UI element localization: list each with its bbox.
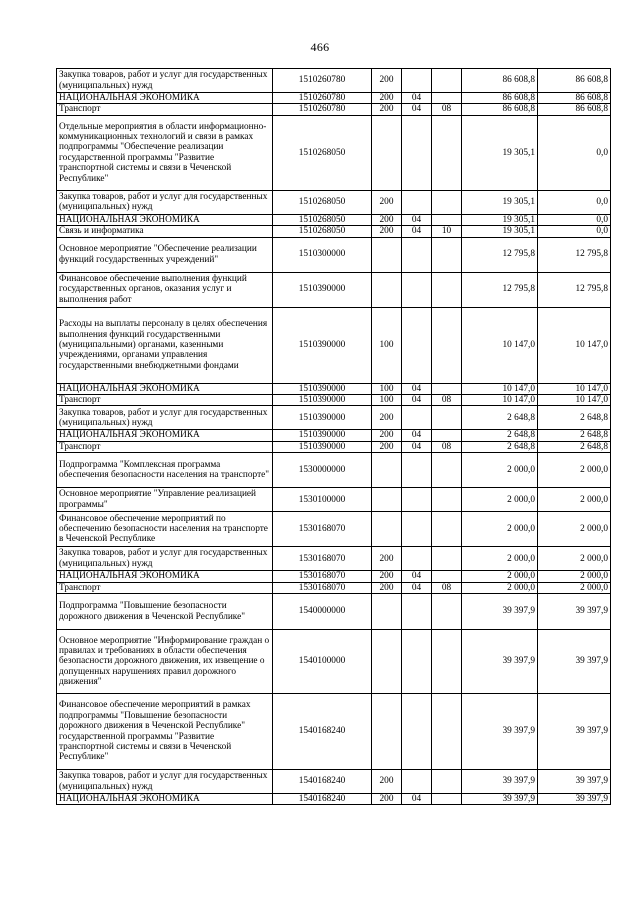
- row-name-cell: НАЦИОНАЛЬНАЯ ЭКОНОМИКА: [57, 383, 273, 394]
- amount-year2-cell: 86 608,8: [538, 93, 611, 104]
- section-cell: [402, 512, 432, 547]
- subsection-cell: [432, 512, 462, 547]
- amount-year1-cell: 19 305,1: [462, 226, 538, 237]
- section-cell: [402, 69, 432, 93]
- expense-type-cell: 100: [372, 383, 402, 394]
- expense-type-cell: 200: [372, 794, 402, 805]
- amount-year2-cell: 0,0: [538, 226, 611, 237]
- amount-year1-cell: 39 397,9: [462, 630, 538, 694]
- row-name-cell: Транспорт: [57, 395, 273, 406]
- amount-year2-cell: 86 608,8: [538, 69, 611, 93]
- amount-year2-cell: 39 397,9: [538, 770, 611, 794]
- target-code-cell: 1540100000: [273, 630, 372, 694]
- table-row: [57, 512, 611, 547]
- target-code-cell: 1530168070: [273, 582, 372, 593]
- amount-year2-cell: 86 608,8: [538, 104, 611, 115]
- section-cell: [402, 630, 432, 694]
- amount-year1-cell: 19 305,1: [462, 115, 538, 190]
- section-cell: 04: [402, 794, 432, 805]
- expense-type-cell: 200: [372, 214, 402, 225]
- subsection-cell: [432, 430, 462, 441]
- target-code-cell: 1510300000: [273, 237, 372, 272]
- row-name-cell: Транспорт: [57, 582, 273, 593]
- amount-year1-cell: 2 648,8: [462, 406, 538, 430]
- section-cell: [402, 547, 432, 571]
- subsection-cell: [432, 383, 462, 394]
- subsection-cell: [432, 770, 462, 794]
- table-row: [57, 226, 611, 237]
- expense-type-cell: [372, 453, 402, 488]
- expense-type-cell: [372, 594, 402, 630]
- amount-year2-cell: 2 648,8: [538, 441, 611, 452]
- expense-type-cell: 200: [372, 406, 402, 430]
- amount-year2-cell: 2 000,0: [538, 547, 611, 571]
- expense-type-cell: 100: [372, 395, 402, 406]
- expense-type-cell: [372, 488, 402, 512]
- subsection-cell: [432, 93, 462, 104]
- row-name-cell: Основное мероприятие "Обеспечение реализации функций государственных учреждений": [57, 237, 273, 272]
- table-row: [57, 594, 611, 630]
- row-name-cell: Основное мероприятие "Информирование граждан о правилах и требованиях в области обеспечения безопасности дорожного движения, их извещение о допущенных нарушениях правил дорожного движения": [57, 630, 273, 694]
- table-row: [57, 571, 611, 582]
- expense-type-cell: [372, 237, 402, 272]
- amount-year2-cell: 39 397,9: [538, 694, 611, 770]
- target-code-cell: 1510260780: [273, 104, 372, 115]
- subsection-cell: [432, 488, 462, 512]
- table-row: [57, 488, 611, 512]
- table-row: [57, 93, 611, 104]
- subsection-cell: [432, 406, 462, 430]
- row-name-cell: Финансовое обеспечение мероприятий по обеспечению безопасности населения на транспорте в Чеченской Республике: [57, 512, 273, 547]
- target-code-cell: 1530100000: [273, 488, 372, 512]
- expense-type-cell: 200: [372, 69, 402, 93]
- amount-year2-cell: 2 648,8: [538, 406, 611, 430]
- table-row: [57, 453, 611, 488]
- target-code-cell: 1510390000: [273, 430, 372, 441]
- amount-year1-cell: 10 147,0: [462, 383, 538, 394]
- subsection-cell: [432, 237, 462, 272]
- target-code-cell: 1510390000: [273, 272, 372, 307]
- subsection-cell: [432, 69, 462, 93]
- section-cell: [402, 594, 432, 630]
- amount-year2-cell: 0,0: [538, 214, 611, 225]
- amount-year2-cell: 2 000,0: [538, 582, 611, 593]
- amount-year1-cell: 2 648,8: [462, 430, 538, 441]
- table-row: [57, 770, 611, 794]
- amount-year2-cell: 10 147,0: [538, 307, 611, 383]
- section-cell: [402, 406, 432, 430]
- amount-year1-cell: 86 608,8: [462, 93, 538, 104]
- section-cell: [402, 307, 432, 383]
- section-cell: [402, 770, 432, 794]
- table-row: [57, 69, 611, 93]
- amount-year1-cell: 39 397,9: [462, 770, 538, 794]
- row-name-cell: Подпрограмма "Повышение безопасности дорожного движения в Чеченской Республике": [57, 594, 273, 630]
- subsection-cell: 08: [432, 582, 462, 593]
- table-row: [57, 630, 611, 694]
- amount-year1-cell: 2 648,8: [462, 441, 538, 452]
- target-code-cell: 1530168070: [273, 512, 372, 547]
- section-cell: [402, 488, 432, 512]
- row-name-cell: Транспорт: [57, 104, 273, 115]
- table-row: [57, 406, 611, 430]
- expense-type-cell: [372, 630, 402, 694]
- target-code-cell: 1540168240: [273, 694, 372, 770]
- amount-year1-cell: 2 000,0: [462, 453, 538, 488]
- row-name-cell: Связь и информатика: [57, 226, 273, 237]
- target-code-cell: 1530168070: [273, 547, 372, 571]
- section-cell: [402, 237, 432, 272]
- row-name-cell: НАЦИОНАЛЬНАЯ ЭКОНОМИКА: [57, 93, 273, 104]
- subsection-cell: 08: [432, 395, 462, 406]
- subsection-cell: [432, 214, 462, 225]
- table-row: [57, 441, 611, 452]
- expense-type-cell: 200: [372, 430, 402, 441]
- section-cell: [402, 272, 432, 307]
- table-row: [57, 794, 611, 805]
- expense-type-cell: [372, 512, 402, 547]
- table-row: [57, 104, 611, 115]
- target-code-cell: 1510260780: [273, 69, 372, 93]
- budget-table: [56, 68, 611, 805]
- amount-year2-cell: 39 397,9: [538, 594, 611, 630]
- expense-type-cell: [372, 272, 402, 307]
- section-cell: 04: [402, 383, 432, 394]
- amount-year1-cell: 10 147,0: [462, 307, 538, 383]
- amount-year2-cell: 2 648,8: [538, 430, 611, 441]
- row-name-cell: Финансовое обеспечение мероприятий в рамках подпрограммы "Повышение безопасности дорожного движения в Чеченской Республике" государственной программы "Развитие транспортной системы и связи в Чеченской Республике": [57, 694, 273, 770]
- target-code-cell: 1530168070: [273, 571, 372, 582]
- expense-type-cell: 200: [372, 441, 402, 452]
- amount-year2-cell: 0,0: [538, 115, 611, 190]
- target-code-cell: 1510260780: [273, 93, 372, 104]
- target-code-cell: 1510268050: [273, 226, 372, 237]
- subsection-cell: [432, 630, 462, 694]
- subsection-cell: 08: [432, 441, 462, 452]
- amount-year1-cell: 12 795,8: [462, 272, 538, 307]
- target-code-cell: 1540168240: [273, 770, 372, 794]
- subsection-cell: [432, 594, 462, 630]
- amount-year1-cell: 19 305,1: [462, 190, 538, 214]
- amount-year2-cell: 12 795,8: [538, 237, 611, 272]
- amount-year2-cell: 2 000,0: [538, 512, 611, 547]
- section-cell: [402, 190, 432, 214]
- amount-year2-cell: 12 795,8: [538, 272, 611, 307]
- table-row: [57, 190, 611, 214]
- table-row: [57, 307, 611, 383]
- table-row: [57, 214, 611, 225]
- amount-year1-cell: 86 608,8: [462, 69, 538, 93]
- amount-year2-cell: 2 000,0: [538, 453, 611, 488]
- expense-type-cell: 200: [372, 104, 402, 115]
- target-code-cell: 1510268050: [273, 115, 372, 190]
- expense-type-cell: [372, 115, 402, 190]
- row-name-cell: Отдельные мероприятия в области информационно-коммуникационных технологий и связи в рамках подпрограммы "Обеспечение реализации государственной программы "Развитие транспортной системы и связи в Чеченской Республике": [57, 115, 273, 190]
- subsection-cell: [432, 794, 462, 805]
- table-row: [57, 272, 611, 307]
- row-name-cell: НАЦИОНАЛЬНАЯ ЭКОНОМИКА: [57, 571, 273, 582]
- section-cell: 04: [402, 430, 432, 441]
- subsection-cell: [432, 571, 462, 582]
- table-row: [57, 582, 611, 593]
- expense-type-cell: 200: [372, 190, 402, 214]
- table-row: [57, 547, 611, 571]
- row-name-cell: Подпрограмма "Комплексная программа обеспечения безопасности населения на транспорте": [57, 453, 273, 488]
- subsection-cell: [432, 190, 462, 214]
- row-name-cell: НАЦИОНАЛЬНАЯ ЭКОНОМИКА: [57, 214, 273, 225]
- section-cell: [402, 453, 432, 488]
- section-cell: 04: [402, 214, 432, 225]
- subsection-cell: 08: [432, 104, 462, 115]
- section-cell: [402, 115, 432, 190]
- table-row: [57, 237, 611, 272]
- row-name-cell: Финансовое обеспечение выполнения функций государственных органов, оказания услуг и выполнения работ: [57, 272, 273, 307]
- target-code-cell: 1510268050: [273, 190, 372, 214]
- row-name-cell: НАЦИОНАЛЬНАЯ ЭКОНОМИКА: [57, 794, 273, 805]
- amount-year2-cell: 10 147,0: [538, 395, 611, 406]
- amount-year1-cell: 2 000,0: [462, 571, 538, 582]
- row-name-cell: Транспорт: [57, 441, 273, 452]
- subsection-cell: [432, 272, 462, 307]
- amount-year1-cell: 10 147,0: [462, 395, 538, 406]
- table-row: [57, 383, 611, 394]
- budget-table-body: [57, 69, 611, 805]
- subsection-cell: [432, 307, 462, 383]
- amount-year1-cell: 19 305,1: [462, 214, 538, 225]
- target-code-cell: 1510390000: [273, 395, 372, 406]
- target-code-cell: 1540000000: [273, 594, 372, 630]
- row-name-cell: Закупка товаров, работ и услуг для государственных (муниципальных) нужд: [57, 547, 273, 571]
- row-name-cell: Основное мероприятие "Управление реализацией программы": [57, 488, 273, 512]
- subsection-cell: 10: [432, 226, 462, 237]
- subsection-cell: [432, 453, 462, 488]
- target-code-cell: 1510390000: [273, 307, 372, 383]
- amount-year1-cell: 39 397,9: [462, 794, 538, 805]
- amount-year2-cell: 39 397,9: [538, 794, 611, 805]
- row-name-cell: Расходы на выплаты персоналу в целях обеспечения выполнения функций государственными (муниципальными) органами, казенными учреждениями, органами управления государственными внебюджетными фондами: [57, 307, 273, 383]
- amount-year1-cell: 86 608,8: [462, 104, 538, 115]
- section-cell: 04: [402, 582, 432, 593]
- expense-type-cell: 200: [372, 93, 402, 104]
- expense-type-cell: 200: [372, 582, 402, 593]
- target-code-cell: 1510268050: [273, 214, 372, 225]
- amount-year2-cell: 2 000,0: [538, 488, 611, 512]
- target-code-cell: 1510390000: [273, 441, 372, 452]
- expense-type-cell: 200: [372, 770, 402, 794]
- subsection-cell: [432, 115, 462, 190]
- target-code-cell: 1510390000: [273, 383, 372, 394]
- table-row: [57, 694, 611, 770]
- target-code-cell: 1530000000: [273, 453, 372, 488]
- section-cell: [402, 694, 432, 770]
- target-code-cell: 1540168240: [273, 794, 372, 805]
- amount-year1-cell: 2 000,0: [462, 512, 538, 547]
- amount-year2-cell: 10 147,0: [538, 383, 611, 394]
- target-code-cell: 1510390000: [273, 406, 372, 430]
- amount-year2-cell: 0,0: [538, 190, 611, 214]
- amount-year1-cell: 39 397,9: [462, 694, 538, 770]
- row-name-cell: Закупка товаров, работ и услуг для государственных (муниципальных) нужд: [57, 190, 273, 214]
- row-name-cell: Закупка товаров, работ и услуг для государственных (муниципальных) нужд: [57, 69, 273, 93]
- page-number: 466: [310, 40, 330, 54]
- section-cell: 04: [402, 226, 432, 237]
- section-cell: 04: [402, 395, 432, 406]
- row-name-cell: НАЦИОНАЛЬНАЯ ЭКОНОМИКА: [57, 430, 273, 441]
- amount-year2-cell: 2 000,0: [538, 571, 611, 582]
- amount-year1-cell: 2 000,0: [462, 582, 538, 593]
- expense-type-cell: 200: [372, 571, 402, 582]
- table-row: [57, 395, 611, 406]
- row-name-cell: Закупка товаров, работ и услуг для государственных (муниципальных) нужд: [57, 770, 273, 794]
- subsection-cell: [432, 547, 462, 571]
- section-cell: 04: [402, 104, 432, 115]
- expense-type-cell: 200: [372, 547, 402, 571]
- expense-type-cell: 200: [372, 226, 402, 237]
- expense-type-cell: [372, 694, 402, 770]
- amount-year1-cell: 2 000,0: [462, 488, 538, 512]
- amount-year1-cell: 12 795,8: [462, 237, 538, 272]
- section-cell: 04: [402, 441, 432, 452]
- subsection-cell: [432, 694, 462, 770]
- table-row: [57, 115, 611, 190]
- amount-year1-cell: 39 397,9: [462, 594, 538, 630]
- amount-year1-cell: 2 000,0: [462, 547, 538, 571]
- section-cell: 04: [402, 93, 432, 104]
- section-cell: 04: [402, 571, 432, 582]
- row-name-cell: Закупка товаров, работ и услуг для государственных (муниципальных) нужд: [57, 406, 273, 430]
- expense-type-cell: 100: [372, 307, 402, 383]
- amount-year2-cell: 39 397,9: [538, 630, 611, 694]
- table-row: [57, 430, 611, 441]
